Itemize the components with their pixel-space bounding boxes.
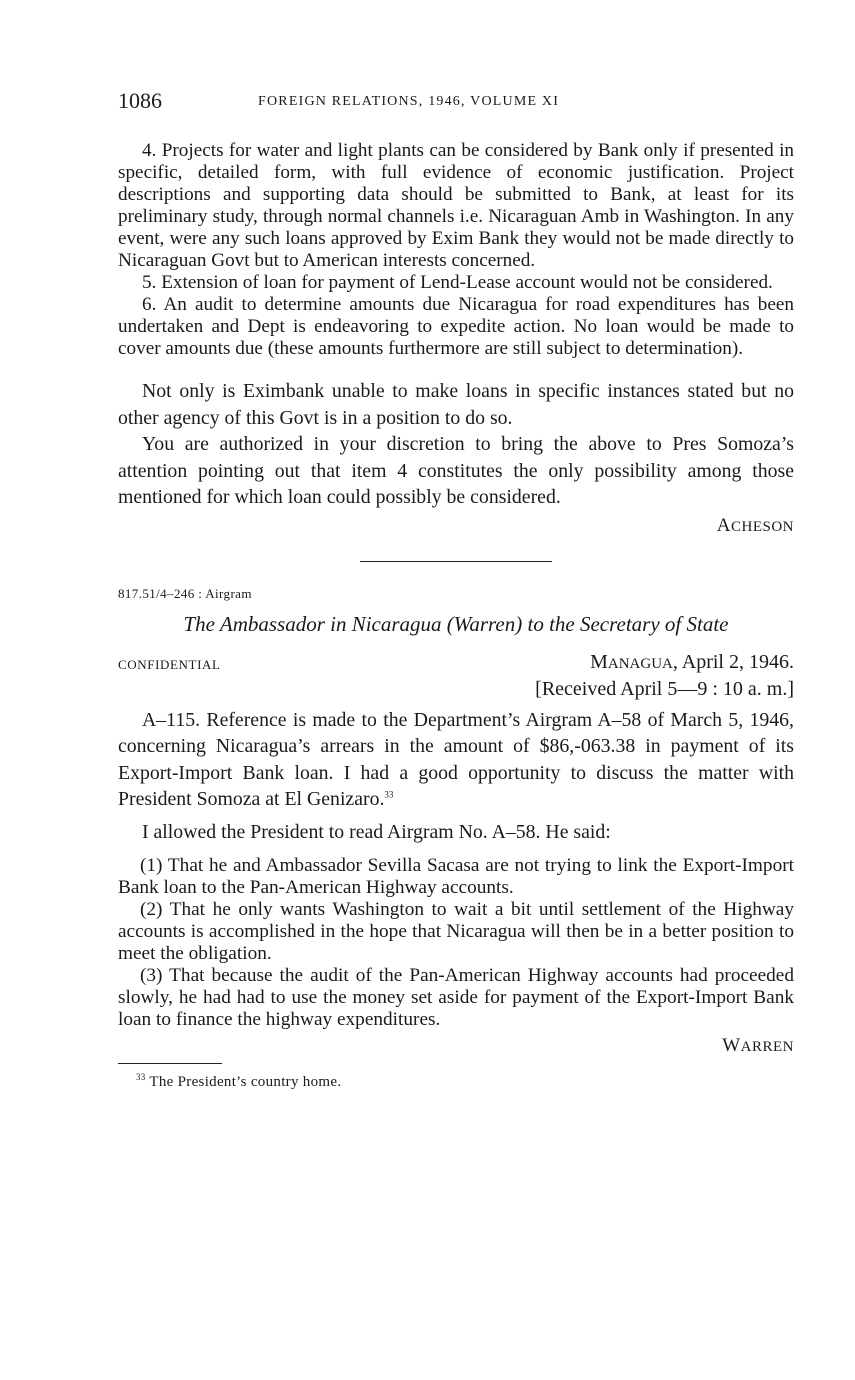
telegram-items [118,140,794,360]
signature-warren: WARREN [722,1035,794,1056]
signature-acheson: ACHESON [716,514,794,536]
president-points [118,855,794,1031]
footnote-text: The President’s country home. [149,1074,342,1090]
place-date: MANAGUA, April 2, 1946. [590,650,794,673]
running-title: FOREIGN RELATIONS, 1946, VOLUME XI [258,94,560,109]
footnote [118,1074,794,1091]
point-1: (1) That he and Ambassador Sevilla Sacasa are not trying to link the Export-Import Bank loan to the Pan-American Highway accounts. [118,855,794,898]
footnote-divider [118,1063,222,1064]
classification: CONFIDENTIAL [118,656,221,672]
page-number: 1086 [118,88,162,113]
airgram-paragraph-2: I allowed the President to read Airgram No. A–58. He said: [142,820,611,843]
file-reference: 817.51/4–246 : Airgram [118,585,252,601]
item-6: 6. An audit to determine amounts due Nicaragua for road expenditures has been undertaken and Dept is endeavoring to expedite action. No loan would be made to cover amounts due (these amounts furthermore are still subject to determination). [118,294,794,359]
closing-paragraph-2: You are authorized in your discretion to bring the above to Pres Somoza’s attention pointing out that item 4 constitutes the only possibility among those mentioned for which loan could possibly be considered. [118,433,794,508]
dateline [118,651,794,707]
section-divider [360,561,552,562]
telegram-closing [118,378,794,511]
received-line: [Received April 5—9 : 10 a. m.] [535,677,794,700]
airgram-body [118,707,794,846]
running-head [118,88,794,118]
item-5: 5. Extension of loan for payment of Lend-Lease account would not be considered. [142,272,773,293]
airgram-paragraph-1: A–115. Reference is made to the Department’s Airgram A–58 of March 5, 1946, concerning Nicaragua’s arrears in the amount of $86,-063.38 in payment of its Export-Import Bank loan. I had a good opportunity to discuss the matter with President Somoza at El Genizaro.$^{33}$ [118,708,794,810]
footnote-number: 33 [136,1072,146,1082]
item-4: 4. Projects for water and light plants can be considered by Bank only if presented in specific, detailed form, with full evidence of economic justification. Project descriptions and supporting data should be submitted to Bank, at least for its preliminary study, through normal channels i.e. Nicaraguan Amb in Washington. In any event, were any such loans approved by Exim Bank they would not be made directly to Nicaraguan Govt but to American interests concerned. [118,140,794,271]
closing-paragraph-1: Not only is Eximbank unable to make loans in specific instances stated but no other agency of this Govt is in a position to do so. [118,380,794,429]
point-2: (2) That he only wants Washington to wait a bit until settlement of the Highway accounts is accomplished in the hope that Nicaragua will then be in a better position to meet the obligation. [118,899,794,964]
point-3: (3) That because the audit of the Pan-American Highway accounts had proceeded slowly, he had had to use the money set aside for payment of the Export-Import Bank loan to finance the highway expenditures. [118,965,794,1030]
document-title: The Ambassador in Nicaragua (Warren) to the Secretary of State [183,611,729,636]
page [118,88,794,1091]
footnote-ref: 33 [384,789,394,800]
